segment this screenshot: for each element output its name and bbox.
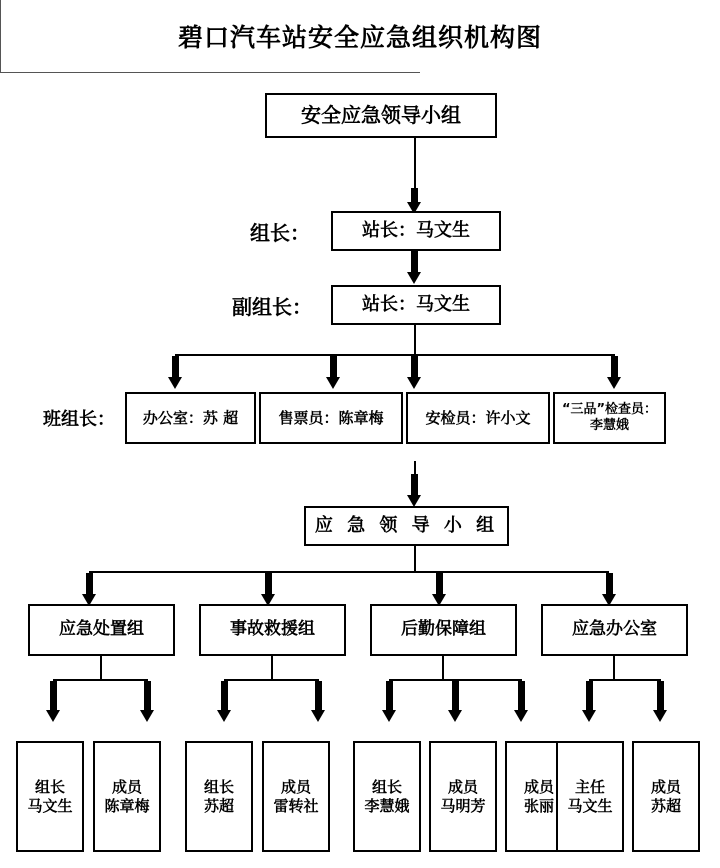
box-emergency-leading-group: 应 急 领 导 小 组 (304, 506, 509, 546)
box-team-leader-ticket: 售票员：陈章梅 (259, 392, 403, 444)
box-leader: 站长：马文生 (331, 211, 501, 251)
box-member-2 (93, 741, 161, 852)
arrow-stem-group-2 (265, 573, 272, 595)
box-member-1 (16, 741, 84, 852)
inspector-line-1: “三品”检查员： (561, 401, 658, 417)
collector-bus-team-leaders (0, 72, 420, 73)
connector-group-2-down (271, 656, 273, 680)
box-group-office: 应急办公室 (541, 604, 688, 656)
arrow-head-leader-to-deputy (407, 272, 421, 284)
arrow-stem-leader-to-deputy (411, 251, 418, 273)
collector-tl-1 (0, 0, 1, 18)
connector-deputy-down (414, 325, 416, 355)
arrow-stem-member-2 (144, 681, 151, 711)
member-2-role: 成员 (111, 777, 142, 796)
member-4-role: 成员 (280, 777, 311, 796)
arrow-stem-tl-3 (411, 356, 418, 378)
bus-group-4 (589, 679, 661, 681)
member-9-name: 苏超 (650, 796, 681, 815)
arrow-head-member-4 (311, 710, 325, 722)
label-team-leaders: 班组长： (43, 409, 115, 430)
box-member-4 (262, 741, 330, 852)
box-deputy: 站长：马文生 (331, 285, 501, 325)
arrow-head-tl-2 (326, 377, 340, 389)
connector-group-3-down (442, 656, 444, 680)
member-4-name: 雷转社 (273, 796, 319, 815)
bus-group-1 (53, 679, 148, 681)
arrow-head-member-7 (514, 710, 528, 722)
arrow-head-member-8 (582, 710, 596, 722)
connector-group-1-down (100, 656, 102, 680)
bus-group-2 (224, 679, 319, 681)
box-group-rescue: 事故救援组 (199, 604, 346, 656)
arrow-stem-group-4 (606, 573, 613, 595)
bus-groups (89, 571, 609, 573)
member-5-role: 组长 (371, 777, 402, 796)
member-3-name: 苏超 (203, 796, 234, 815)
member-6-name: 马明芳 (440, 796, 486, 815)
arrow-stem-tl-4 (611, 356, 618, 378)
arrow-stem-tl-1 (172, 356, 179, 378)
member-2-name: 陈章梅 (104, 796, 150, 815)
member-1-name: 马文生 (27, 796, 73, 815)
member-5-name: 李慧娥 (364, 796, 410, 815)
arrow-stem-member-7 (518, 681, 525, 711)
arrow-stem-group-3 (436, 573, 443, 595)
arrow-stem-member-9 (657, 681, 664, 711)
member-8-role: 主任 (574, 777, 605, 796)
label-deputy: 副组长： (232, 294, 312, 319)
arrow-head-member-5 (382, 710, 396, 722)
page-title: 碧口汽车站安全应急组织机构图 (177, 23, 542, 52)
arrow-stem-member-6 (452, 681, 459, 711)
arrow-stem-member-8 (586, 681, 593, 711)
arrow-head-member-9 (653, 710, 667, 722)
collector-tl-4 (0, 54, 1, 72)
member-3-role: 组长 (203, 777, 234, 796)
box-member-9 (632, 741, 700, 852)
arrow-head-member-6 (448, 710, 462, 722)
box-member-5 (353, 741, 421, 852)
arrow-stem-member-5 (386, 681, 393, 711)
arrow-head-member-3 (217, 710, 231, 722)
arrow-stem-member-1 (50, 681, 57, 711)
box-group-logistics: 后勤保障组 (370, 604, 517, 656)
member-7-name: 张丽 (523, 796, 554, 815)
arrow-stem-member-4 (315, 681, 322, 711)
arrow-head-member-2 (140, 710, 154, 722)
box-member-3 (185, 741, 253, 852)
connector-group-4-down (613, 656, 615, 680)
connector-emergency-down (414, 546, 416, 572)
member-1-role: 组长 (34, 777, 65, 796)
member-7-role: 成员 (523, 777, 554, 796)
box-top-leadership: 安全应急领导小组 (265, 93, 497, 138)
arrow-stem-emergency-group (411, 474, 418, 496)
box-member-6 (429, 741, 497, 852)
box-team-leader-office: 办公室：苏 超 (125, 392, 256, 444)
box-member-8 (556, 741, 624, 852)
box-team-leader-inspector (553, 392, 666, 444)
arrow-stem-member-3 (221, 681, 228, 711)
arrow-head-member-1 (46, 710, 60, 722)
member-9-role: 成员 (650, 777, 681, 796)
box-group-response: 应急处置组 (28, 604, 175, 656)
inspector-line-2: 李慧娥 (589, 418, 629, 433)
bus-team-leaders (175, 354, 615, 356)
arrow-stem-group-1 (86, 573, 93, 595)
label-leader: 组长： (250, 220, 310, 245)
member-6-role: 成员 (447, 777, 478, 796)
member-8-name: 马文生 (567, 796, 613, 815)
arrow-head-tl-3 (407, 377, 421, 389)
arrow-stem-tl-2 (330, 356, 337, 378)
box-team-leader-security: 安检员：许小文 (406, 392, 550, 444)
arrow-head-tl-4 (607, 377, 621, 389)
arrow-head-tl-1 (168, 377, 182, 389)
